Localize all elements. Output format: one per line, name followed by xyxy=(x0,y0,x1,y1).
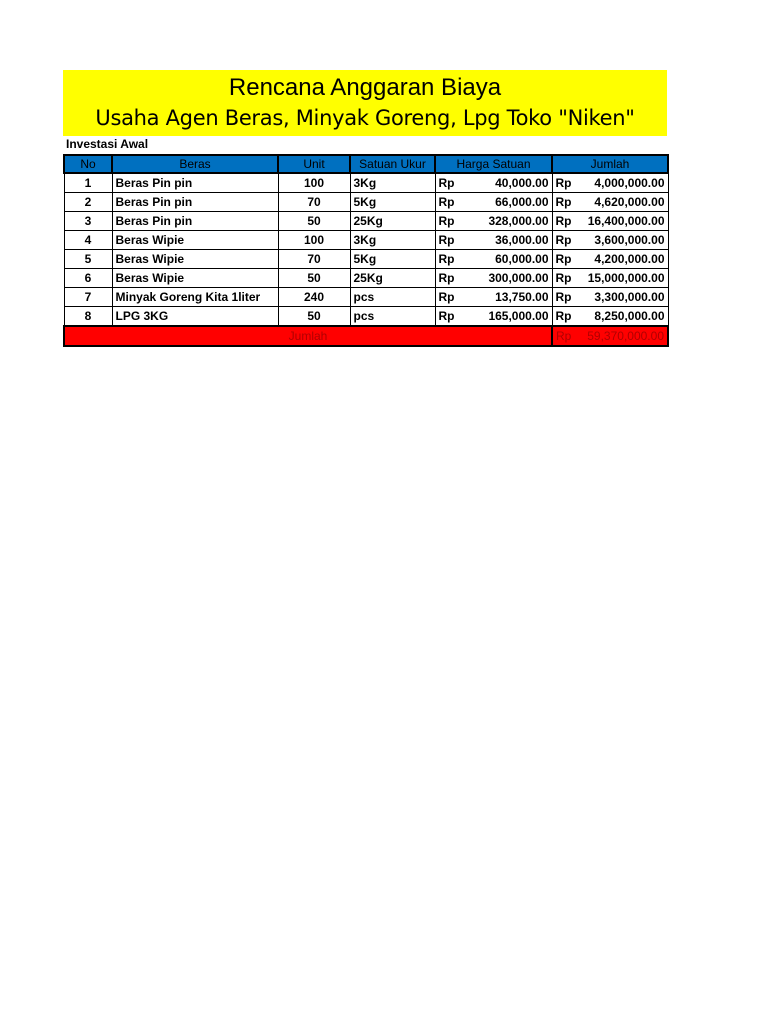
total-row xyxy=(64,326,668,346)
row-satuan: 3Kg xyxy=(350,231,435,250)
row-unit: 70 xyxy=(278,250,350,269)
row-unit: 50 xyxy=(278,212,350,231)
table-row xyxy=(64,288,668,307)
row-harga-currency: Rp xyxy=(438,232,455,247)
row-harga: 40,000.00 xyxy=(495,175,549,190)
row-unit: 50 xyxy=(278,269,350,288)
table-row xyxy=(64,193,668,212)
row-jumlah-currency: Rp xyxy=(555,308,572,323)
row-jumlah-currency: Rp xyxy=(555,232,572,247)
row-harga: 36,000.00 xyxy=(495,232,549,247)
row-no: 3 xyxy=(64,212,112,231)
row-satuan: 5Kg xyxy=(350,193,435,212)
row-harga-currency: Rp xyxy=(438,308,455,323)
row-jumlah: 8,250,000.00 xyxy=(594,308,665,323)
row-harga-cell xyxy=(435,250,552,269)
row-jumlah-cell xyxy=(552,307,668,327)
row-jumlah-currency: Rp xyxy=(555,175,572,190)
row-harga-cell xyxy=(435,269,552,288)
row-satuan: 25Kg xyxy=(350,269,435,288)
row-jumlah: 4,200,000.00 xyxy=(594,251,665,266)
row-harga-cell xyxy=(435,212,552,231)
row-harga-currency: Rp xyxy=(438,289,455,304)
row-jumlah-cell xyxy=(552,231,668,250)
total-currency: Rp xyxy=(556,328,572,343)
row-harga: 300,000.00 xyxy=(488,270,549,285)
row-no: 6 xyxy=(64,269,112,288)
row-unit: 100 xyxy=(278,231,350,250)
table-row xyxy=(64,231,668,250)
row-jumlah-cell xyxy=(552,250,668,269)
row-harga: 328,000.00 xyxy=(488,213,549,228)
title-banner xyxy=(63,70,667,136)
row-satuan: pcs xyxy=(350,307,435,327)
row-harga-cell xyxy=(435,307,552,327)
table-row xyxy=(64,212,668,231)
header-no: No xyxy=(64,155,112,173)
header-unit: Unit xyxy=(278,155,350,173)
row-item-name: LPG 3KG xyxy=(112,307,278,327)
row-jumlah-currency: Rp xyxy=(555,213,572,228)
row-jumlah: 16,400,000.00 xyxy=(587,213,665,228)
row-jumlah: 15,000,000.00 xyxy=(587,270,665,285)
row-jumlah-currency: Rp xyxy=(555,194,572,209)
budget-table xyxy=(63,154,669,347)
header-beras: Beras xyxy=(112,155,278,173)
row-unit: 100 xyxy=(278,173,350,193)
section-label: Investasi Awal xyxy=(66,137,149,151)
row-jumlah-cell xyxy=(552,173,668,193)
row-harga-cell xyxy=(435,288,552,307)
row-jumlah-cell xyxy=(552,212,668,231)
row-item-name: Beras Pin pin xyxy=(112,212,278,231)
row-item-name: Beras Pin pin xyxy=(112,193,278,212)
row-harga-cell xyxy=(435,231,552,250)
header-satuan-ukur: Satuan Ukur xyxy=(350,155,435,173)
row-item-name: Beras Pin pin xyxy=(112,173,278,193)
row-unit: 50 xyxy=(278,307,350,327)
row-jumlah-cell xyxy=(552,193,668,212)
row-satuan: 3Kg xyxy=(350,173,435,193)
row-no: 8 xyxy=(64,307,112,327)
row-jumlah: 3,600,000.00 xyxy=(594,232,665,247)
row-harga: 13,750.00 xyxy=(495,289,549,304)
row-jumlah-currency: Rp xyxy=(555,251,572,266)
row-satuan: pcs xyxy=(350,288,435,307)
row-unit: 70 xyxy=(278,193,350,212)
row-jumlah: 4,620,000.00 xyxy=(594,194,665,209)
row-harga-currency: Rp xyxy=(438,194,455,209)
row-no: 2 xyxy=(64,193,112,212)
table-row xyxy=(64,250,668,269)
total-value: 59,370,000.00 xyxy=(587,328,664,343)
row-harga: 165,000.00 xyxy=(488,308,549,323)
row-harga-currency: Rp xyxy=(438,213,455,228)
row-harga: 66,000.00 xyxy=(495,194,549,209)
row-harga-currency: Rp xyxy=(438,251,455,266)
row-jumlah-cell xyxy=(552,269,668,288)
table-row xyxy=(64,173,668,193)
row-no: 7 xyxy=(64,288,112,307)
row-no: 5 xyxy=(64,250,112,269)
row-jumlah-cell xyxy=(552,288,668,307)
row-item-name: Beras Wipie xyxy=(112,269,278,288)
document-title: Rencana Anggaran Biaya xyxy=(228,74,502,101)
header-harga-satuan: Harga Satuan xyxy=(435,155,552,173)
row-harga-cell xyxy=(435,193,552,212)
row-harga-currency: Rp xyxy=(438,175,455,190)
row-satuan: 5Kg xyxy=(350,250,435,269)
row-no: 4 xyxy=(64,231,112,250)
row-jumlah: 3,300,000.00 xyxy=(594,289,665,304)
table-row xyxy=(64,307,668,327)
table-row xyxy=(64,269,668,288)
total-value-cell xyxy=(552,326,668,346)
table-header-row xyxy=(64,155,668,173)
row-jumlah: 4,000,000.00 xyxy=(594,175,665,190)
row-harga-currency: Rp xyxy=(438,270,455,285)
header-jumlah: Jumlah xyxy=(552,155,668,173)
row-unit: 240 xyxy=(278,288,350,307)
document-subtitle: Usaha Agen Beras, Minyak Goreng, Lpg Toko "Niken" xyxy=(95,106,635,130)
row-item-name: Minyak Goreng Kita 1liter xyxy=(112,288,278,307)
row-harga: 60,000.00 xyxy=(495,251,549,266)
row-satuan: 25Kg xyxy=(350,212,435,231)
row-item-name: Beras Wipie xyxy=(112,250,278,269)
row-jumlah-currency: Rp xyxy=(555,289,572,304)
total-label: Jumlah xyxy=(64,326,552,346)
row-harga-cell xyxy=(435,173,552,193)
row-item-name: Beras Wipie xyxy=(112,231,278,250)
row-no: 1 xyxy=(64,173,112,193)
row-jumlah-currency: Rp xyxy=(555,270,572,285)
